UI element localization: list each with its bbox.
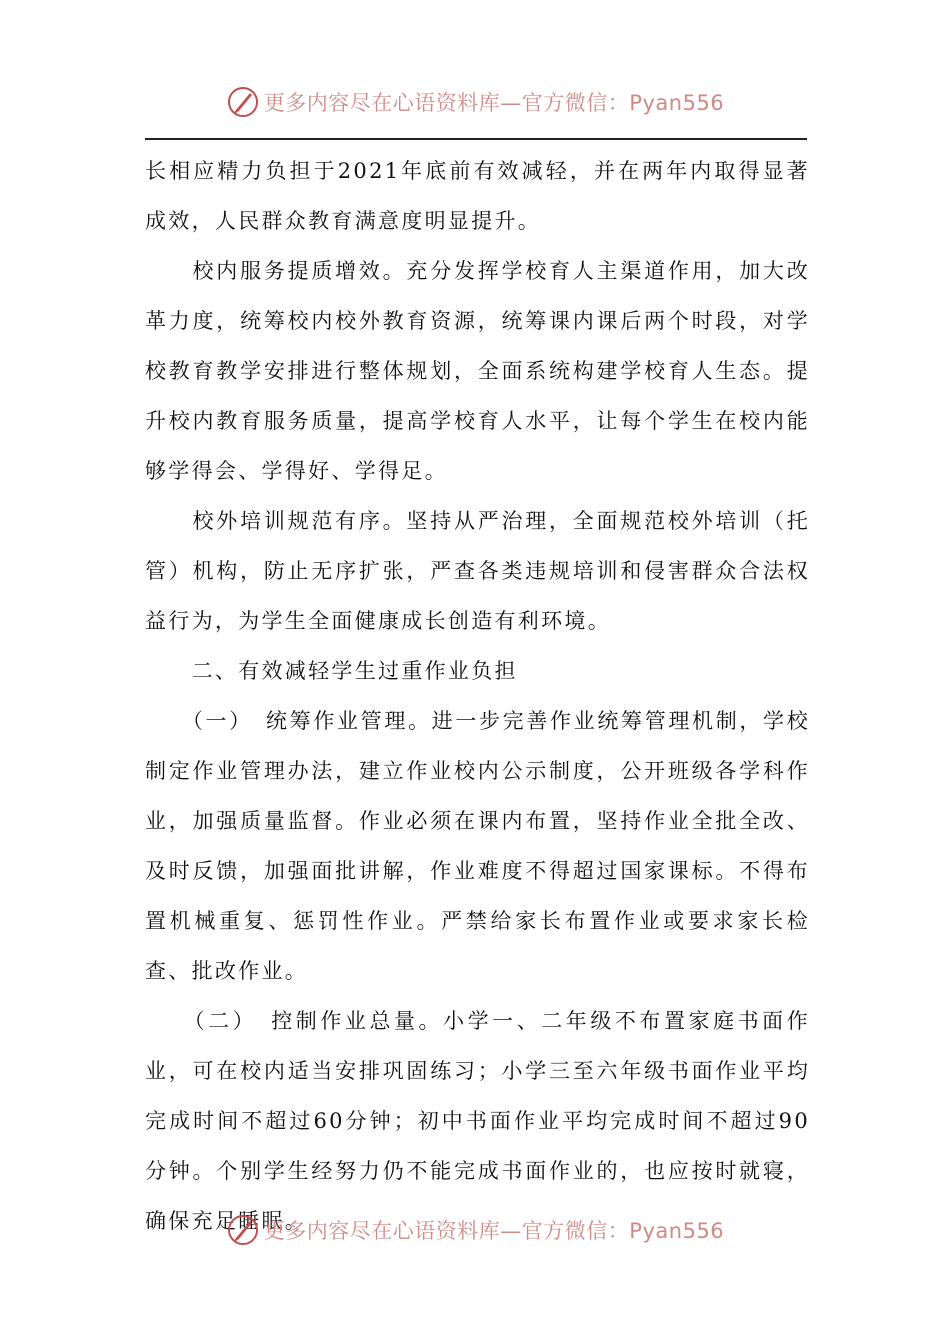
paragraph-homework-volume: （二） 控制作业总量。小学一、二年级不布置家庭书面作业，可在校内适当安排巩固练习；小学三至六年级书面作业平均完成时间不超过60分钟；初中书面作业平均完成时间不超过90分钟。个别学生经努力仍不能完成书面作业的，也应按时就寝，确保充足睡眠。 (145, 1009, 810, 1233)
header-banner (0, 80, 950, 124)
document-body (145, 146, 810, 1246)
footer-banner (0, 1208, 950, 1252)
paragraph-homework-management: （一） 统筹作业管理。进一步完善作业统筹管理机制，学校制定作业管理办法，建立作业校内公示制度，公开班级各学科作业，加强质量监督。作业必须在课内布置，坚持作业全批全改、及时反馈，加强面批讲解，作业难度不得超过国家课标。不得布置机械重复、惩罚性作业。严禁给家长布置作业或要求家长检查、批改作业。 (145, 709, 810, 983)
quill-logo-icon (226, 1213, 260, 1247)
footer-banner-text: 更多内容尽在心语资料库—官方微信：Pyan556 (263, 1219, 725, 1243)
paragraph-continuation: 长相应精力负担于2021年底前有效减轻，并在两年内取得显著成效，人民群众教育满意度明显提升。 (145, 159, 810, 233)
quill-logo-icon (226, 85, 260, 119)
section-heading-2: 二、有效减轻学生过重作业负担 (145, 659, 518, 683)
paragraph-in-school-service: 校内服务提质增效。充分发挥学校育人主渠道作用，加大改革力度，统筹校内校外教育资源，统筹课内课后两个时段，对学校教育教学安排进行整体规划，全面系统构建学校育人生态。提升校内教育服务质量，提高学校育人水平，让每个学生在校内能够学得会、学得好、学得足。 (145, 259, 810, 483)
paragraph-off-campus-training: 校外培训规范有序。坚持从严治理，全面规范校外培训（托管）机构，防止无序扩张，严查各类违规培训和侵害群众合法权益行为，为学生全面健康成长创造有利环境。 (145, 509, 810, 633)
header-divider (145, 138, 807, 140)
header-banner-text: 更多内容尽在心语资料库—官方微信：Pyan556 (263, 91, 725, 115)
